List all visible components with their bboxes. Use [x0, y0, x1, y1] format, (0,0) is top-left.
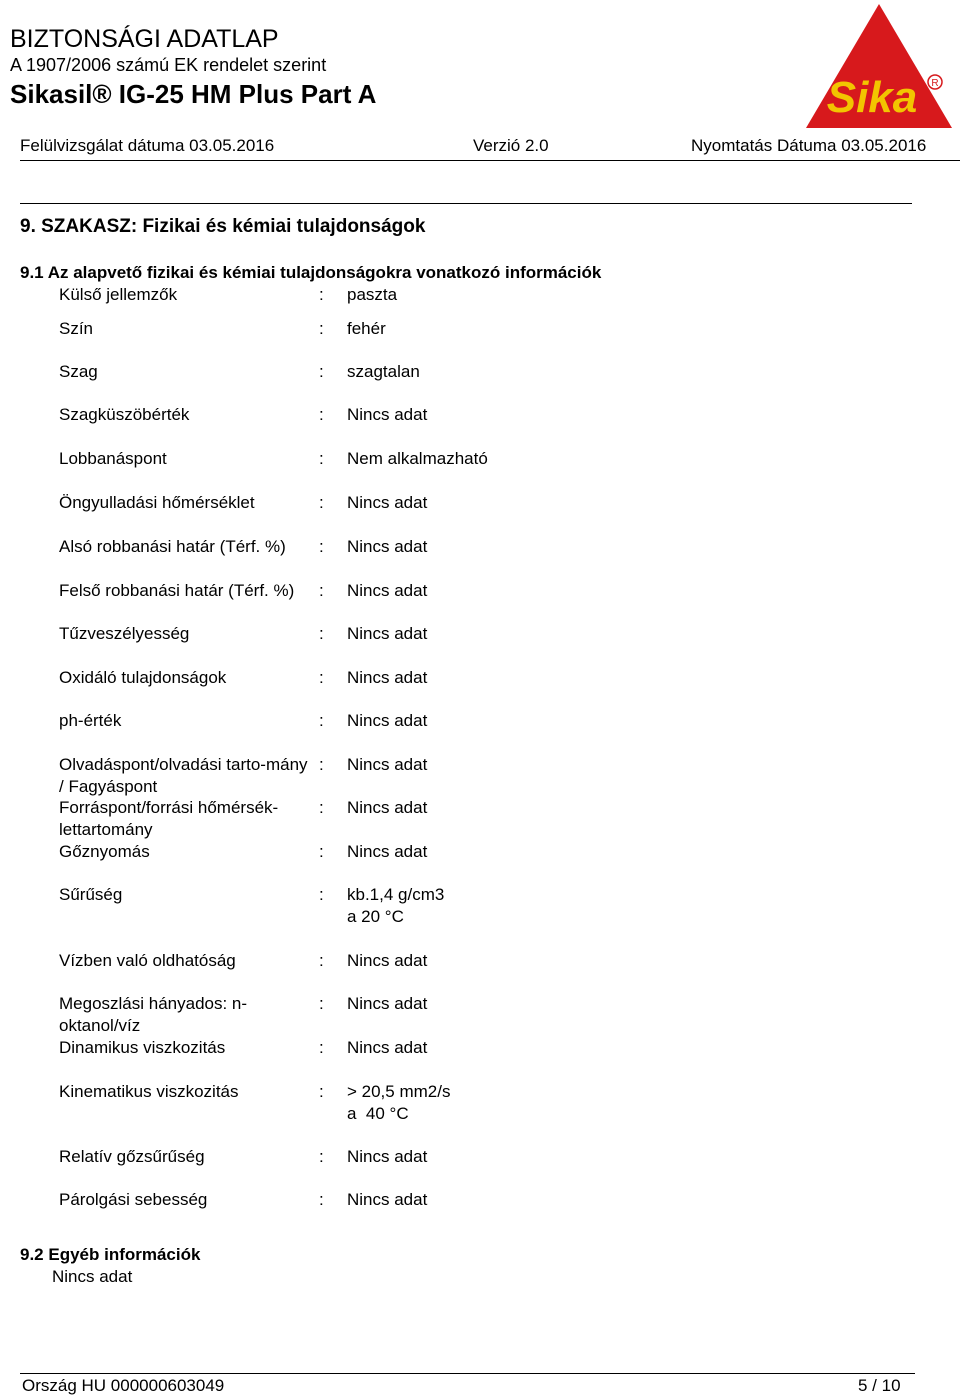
property-label: Lobbanáspont: [59, 449, 167, 468]
revision-date: Felülvizsgálat dátuma 03.05.2016: [20, 136, 275, 155]
property-value: Nincs adat: [347, 711, 428, 730]
property-label: ph-érték: [59, 711, 122, 730]
sika-logo-icon: [804, 2, 954, 132]
property-label: Tűzveszélyesség: [59, 624, 190, 643]
property-colon: :: [319, 285, 324, 304]
regulation-text: A 1907/2006 számú EK rendelet szerint: [10, 55, 327, 75]
property-colon: :: [319, 537, 324, 556]
property-colon: :: [319, 798, 324, 817]
property-value: Nincs adat: [347, 405, 428, 424]
property-colon: :: [319, 362, 324, 381]
property-colon: :: [319, 581, 324, 600]
property-label: Dinamikus viszkozitás: [59, 1038, 226, 1057]
print-date: Nyomtatás Dátuma 03.05.2016: [691, 136, 927, 155]
property-value: Nincs adat: [347, 994, 428, 1013]
property-value: fehér: [347, 319, 386, 338]
property-label: Alsó robbanási határ (Térf. %): [59, 537, 286, 556]
property-colon: :: [319, 1147, 324, 1166]
subsection-title: 9.1 Az alapvető fizikai és kémiai tulajdonságokra vonatkozó információk: [20, 263, 602, 282]
logo-wordmark: Sika: [826, 73, 918, 122]
property-label: Relatív gőzsűrűség: [59, 1147, 205, 1166]
property-colon: :: [319, 1082, 324, 1101]
property-value: Nincs adat: [347, 1147, 428, 1166]
property-colon: :: [319, 755, 324, 774]
property-colon: :: [319, 668, 324, 687]
footer-page-number: 5 / 10: [858, 1376, 901, 1395]
property-colon: :: [319, 493, 324, 512]
property-colon: :: [319, 885, 324, 904]
property-label: Sűrűség: [59, 885, 123, 904]
footer-divider: [20, 1373, 915, 1374]
property-colon: :: [319, 842, 324, 861]
property-label: Forráspont/forrási hőmérsék-lettartomány: [59, 798, 279, 839]
property-value: Nincs adat: [347, 842, 428, 861]
property-label: Kinematikus viszkozitás: [59, 1082, 239, 1101]
property-colon: :: [319, 1190, 324, 1209]
header-divider-top: [20, 160, 960, 161]
property-colon: :: [319, 1038, 324, 1057]
property-label: Megoszlási hányados: n-oktanol/víz: [59, 994, 248, 1035]
version: Verzió 2.0: [473, 136, 549, 155]
document-title: BIZTONSÁGI ADATLAP: [10, 25, 279, 53]
header-divider-bottom: [20, 203, 912, 204]
property-value: kb.1,4 g/cm3 a 20 °C: [347, 885, 445, 926]
property-colon: :: [319, 994, 324, 1013]
property-value: Nincs adat: [347, 1038, 428, 1057]
other-info-title: 9.2 Egyéb információk: [20, 1245, 201, 1264]
property-colon: :: [319, 624, 324, 643]
property-value: Nincs adat: [347, 755, 428, 774]
property-value: Nem alkalmazható: [347, 449, 488, 468]
property-colon: :: [319, 711, 324, 730]
property-label: Szag: [59, 362, 98, 381]
property-label: Gőznyomás: [59, 842, 150, 861]
property-label: Olvadáspont/olvadási tarto-mány / Fagyáspont: [59, 755, 308, 796]
property-colon: :: [319, 951, 324, 970]
property-colon: :: [319, 405, 324, 424]
property-label: Oxidáló tulajdonságok: [59, 668, 227, 687]
property-value: Nincs adat: [347, 1190, 428, 1209]
product-name: Sikasil® IG-25 HM Plus Part A: [10, 79, 377, 109]
section-title: 9. SZAKASZ: Fizikai és kémiai tulajdonságok: [20, 216, 426, 237]
property-label: Szín: [59, 319, 94, 338]
footer-country: Ország HU 000000603049: [22, 1376, 225, 1395]
other-info-text: Nincs adat: [52, 1267, 133, 1286]
property-value: szagtalan: [347, 362, 420, 381]
property-value: Nincs adat: [347, 798, 428, 817]
property-label: Szagküszöbérték: [59, 405, 190, 424]
property-value: Nincs adat: [347, 493, 428, 512]
property-value: Nincs adat: [347, 581, 428, 600]
property-value: > 20,5 mm2/s a 40 °C: [347, 1082, 451, 1123]
svg-text:R: R: [931, 78, 939, 89]
property-label: Külső jellemzők: [59, 285, 178, 304]
property-colon: :: [319, 449, 324, 468]
property-label: Párolgási sebesség: [59, 1190, 208, 1209]
property-label: Felső robbanási határ (Térf. %): [59, 581, 295, 600]
property-value: Nincs adat: [347, 624, 428, 643]
property-value: Nincs adat: [347, 668, 428, 687]
property-value: Nincs adat: [347, 537, 428, 556]
property-value: paszta: [347, 285, 398, 304]
property-label: Öngyulladási hőmérséklet: [59, 493, 255, 512]
property-label: Vízben való oldhatóság: [59, 951, 236, 970]
property-colon: :: [319, 319, 324, 338]
property-value: Nincs adat: [347, 951, 428, 970]
